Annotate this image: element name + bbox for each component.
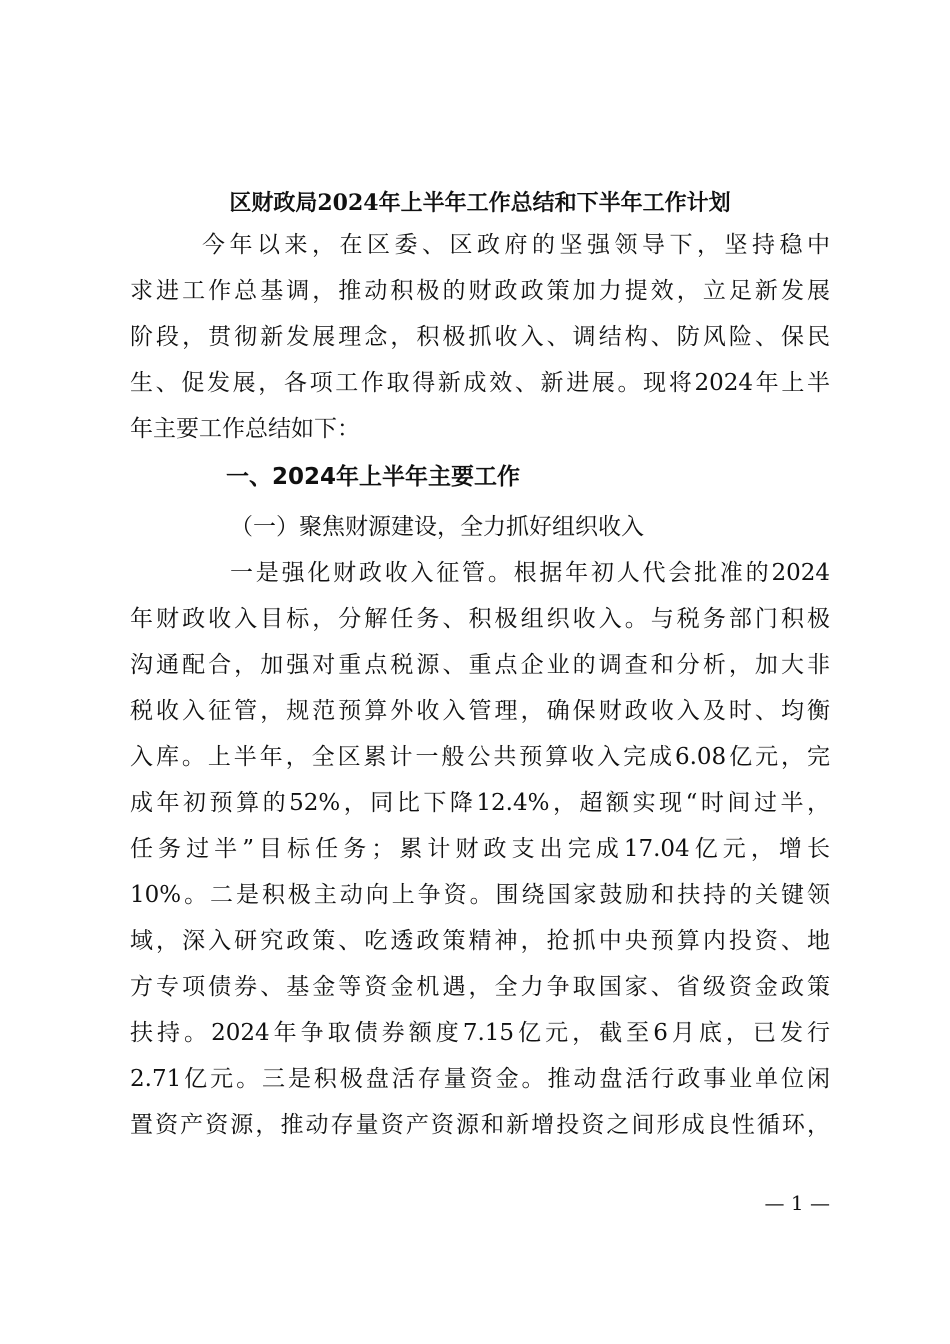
paragraph-line: 年主要工作总结如下：	[130, 416, 360, 442]
paragraph-line: 一是强化财政收入征管。根据年初人代会批准的2024	[230, 560, 830, 586]
document-title: 区财政局2024年上半年工作总结和下半年工作计划	[229, 190, 731, 216]
paragraph-line: 2.71亿元。三是积极盘活存量资金。推动盘活行政事业单位闲	[130, 1066, 830, 1092]
paragraph-line: 扶持。2024年争取债券额度7.15亿元，截至6月底，已发行	[130, 1020, 830, 1046]
section-heading: 一、2024年上半年主要工作	[226, 464, 521, 490]
paragraph-line: 10%。二是积极主动向上争资。围绕国家鼓励和扶持的关键领	[130, 882, 830, 908]
paragraph-line: 求进工作总基调，推动积极的财政政策加力提效，立足新发展	[130, 278, 830, 304]
paragraph-line: 今年以来，在区委、区政府的坚强领导下，坚持稳中	[202, 232, 830, 258]
subsection-heading: （一）聚焦财源建设，全力抓好组织收入	[230, 514, 644, 540]
paragraph-line: 年财政收入目标，分解任务、积极组织收入。与税务部门积极	[130, 606, 830, 632]
paragraph-line: 税收入征管，规范预算外收入管理，确保财政收入及时、均衡	[130, 698, 830, 724]
paragraph-line: 生、促发展，各项工作取得新成效、新进展。现将2024年上半	[130, 370, 830, 396]
paragraph-line: 域，深入研究政策、吃透政策精神，抢抓中央预算内投资、地	[130, 928, 830, 954]
paragraph-line: 沟通配合，加强对重点税源、重点企业的调查和分析，加大非	[130, 652, 830, 678]
paragraph-line: 置资产资源，推动存量资产资源和新增投资之间形成良性循环，	[130, 1112, 830, 1138]
paragraph-line: 方专项债券、基金等资金机遇，全力争取国家、省级资金政策	[130, 974, 830, 1000]
paragraph-line: 成年初预算的52%，同比下降12.4%，超额实现“时间过半，	[130, 790, 830, 816]
paragraph-line: 任务过半”目标任务；累计财政支出完成17.04亿元，增长	[130, 836, 830, 862]
page-number: — 1 —	[764, 1191, 830, 1215]
paragraph-line: 入库。上半年，全区累计一般公共预算收入完成6.08亿元，完	[130, 744, 830, 770]
paragraph-line: 阶段，贯彻新发展理念，积极抓收入、调结构、防风险、保民	[130, 324, 830, 350]
